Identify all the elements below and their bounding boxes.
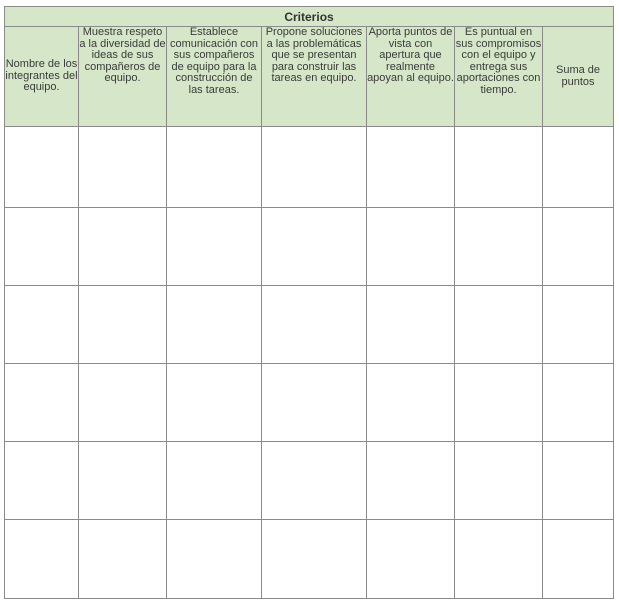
score-cell[interactable] xyxy=(262,442,367,520)
table-row xyxy=(5,127,614,208)
score-cell[interactable] xyxy=(455,208,543,286)
score-cell[interactable] xyxy=(79,208,167,286)
table-row xyxy=(5,286,614,364)
table-row xyxy=(5,364,614,442)
score-cell[interactable] xyxy=(79,364,167,442)
header-team-members: Nombre de los integrantes del equipo. xyxy=(5,27,79,127)
total-cell[interactable] xyxy=(543,442,614,520)
table-row xyxy=(5,442,614,520)
score-cell[interactable] xyxy=(262,364,367,442)
score-cell[interactable] xyxy=(367,442,455,520)
score-cell[interactable] xyxy=(167,520,262,599)
member-name-cell[interactable] xyxy=(5,208,79,286)
member-name-cell[interactable] xyxy=(5,520,79,599)
criteria-title: Criterios xyxy=(5,7,614,27)
score-cell[interactable] xyxy=(167,442,262,520)
table-row xyxy=(5,520,614,599)
header-communication: Establece comunicación con sus compañeros de equipo para la construcción de las tareas. xyxy=(167,27,262,127)
score-cell[interactable] xyxy=(167,127,262,208)
score-cell[interactable] xyxy=(79,127,167,208)
score-cell[interactable] xyxy=(262,520,367,599)
score-cell[interactable] xyxy=(167,208,262,286)
criteria-rubric-table xyxy=(4,6,614,599)
score-cell[interactable] xyxy=(455,127,543,208)
score-cell[interactable] xyxy=(455,286,543,364)
total-cell[interactable] xyxy=(543,208,614,286)
score-cell[interactable] xyxy=(167,364,262,442)
score-cell[interactable] xyxy=(455,520,543,599)
table-row xyxy=(5,208,614,286)
header-punctual: Es puntual en sus compromisos con el equipo y entrega sus aportaciones con tiempo. xyxy=(455,27,543,127)
header-viewpoints: Aporta puntos de vista con apertura que realmente apoyan al equipo. xyxy=(367,27,455,127)
score-cell[interactable] xyxy=(367,520,455,599)
score-cell[interactable] xyxy=(79,286,167,364)
score-cell[interactable] xyxy=(79,442,167,520)
total-cell[interactable] xyxy=(543,286,614,364)
member-name-cell[interactable] xyxy=(5,127,79,208)
member-name-cell[interactable] xyxy=(5,442,79,520)
header-respect-diversity: Muestra respeto a la diversidad de ideas de sus compañeros de equipo. xyxy=(79,27,167,127)
score-cell[interactable] xyxy=(262,286,367,364)
score-cell[interactable] xyxy=(367,364,455,442)
score-cell[interactable] xyxy=(455,442,543,520)
total-cell[interactable] xyxy=(543,364,614,442)
score-cell[interactable] xyxy=(455,364,543,442)
member-name-cell[interactable] xyxy=(5,364,79,442)
header-proposes-solutions: Propone soluciones a las problemáticas que se presentan para construir las tareas en equipo. xyxy=(262,27,367,127)
header-sum-points: Suma de puntos xyxy=(543,27,614,127)
member-name-cell[interactable] xyxy=(5,286,79,364)
total-cell[interactable] xyxy=(543,520,614,599)
score-cell[interactable] xyxy=(367,286,455,364)
score-cell[interactable] xyxy=(79,520,167,599)
score-cell[interactable] xyxy=(367,208,455,286)
score-cell[interactable] xyxy=(367,127,455,208)
score-cell[interactable] xyxy=(167,286,262,364)
score-cell[interactable] xyxy=(262,127,367,208)
score-cell[interactable] xyxy=(262,208,367,286)
total-cell[interactable] xyxy=(543,127,614,208)
